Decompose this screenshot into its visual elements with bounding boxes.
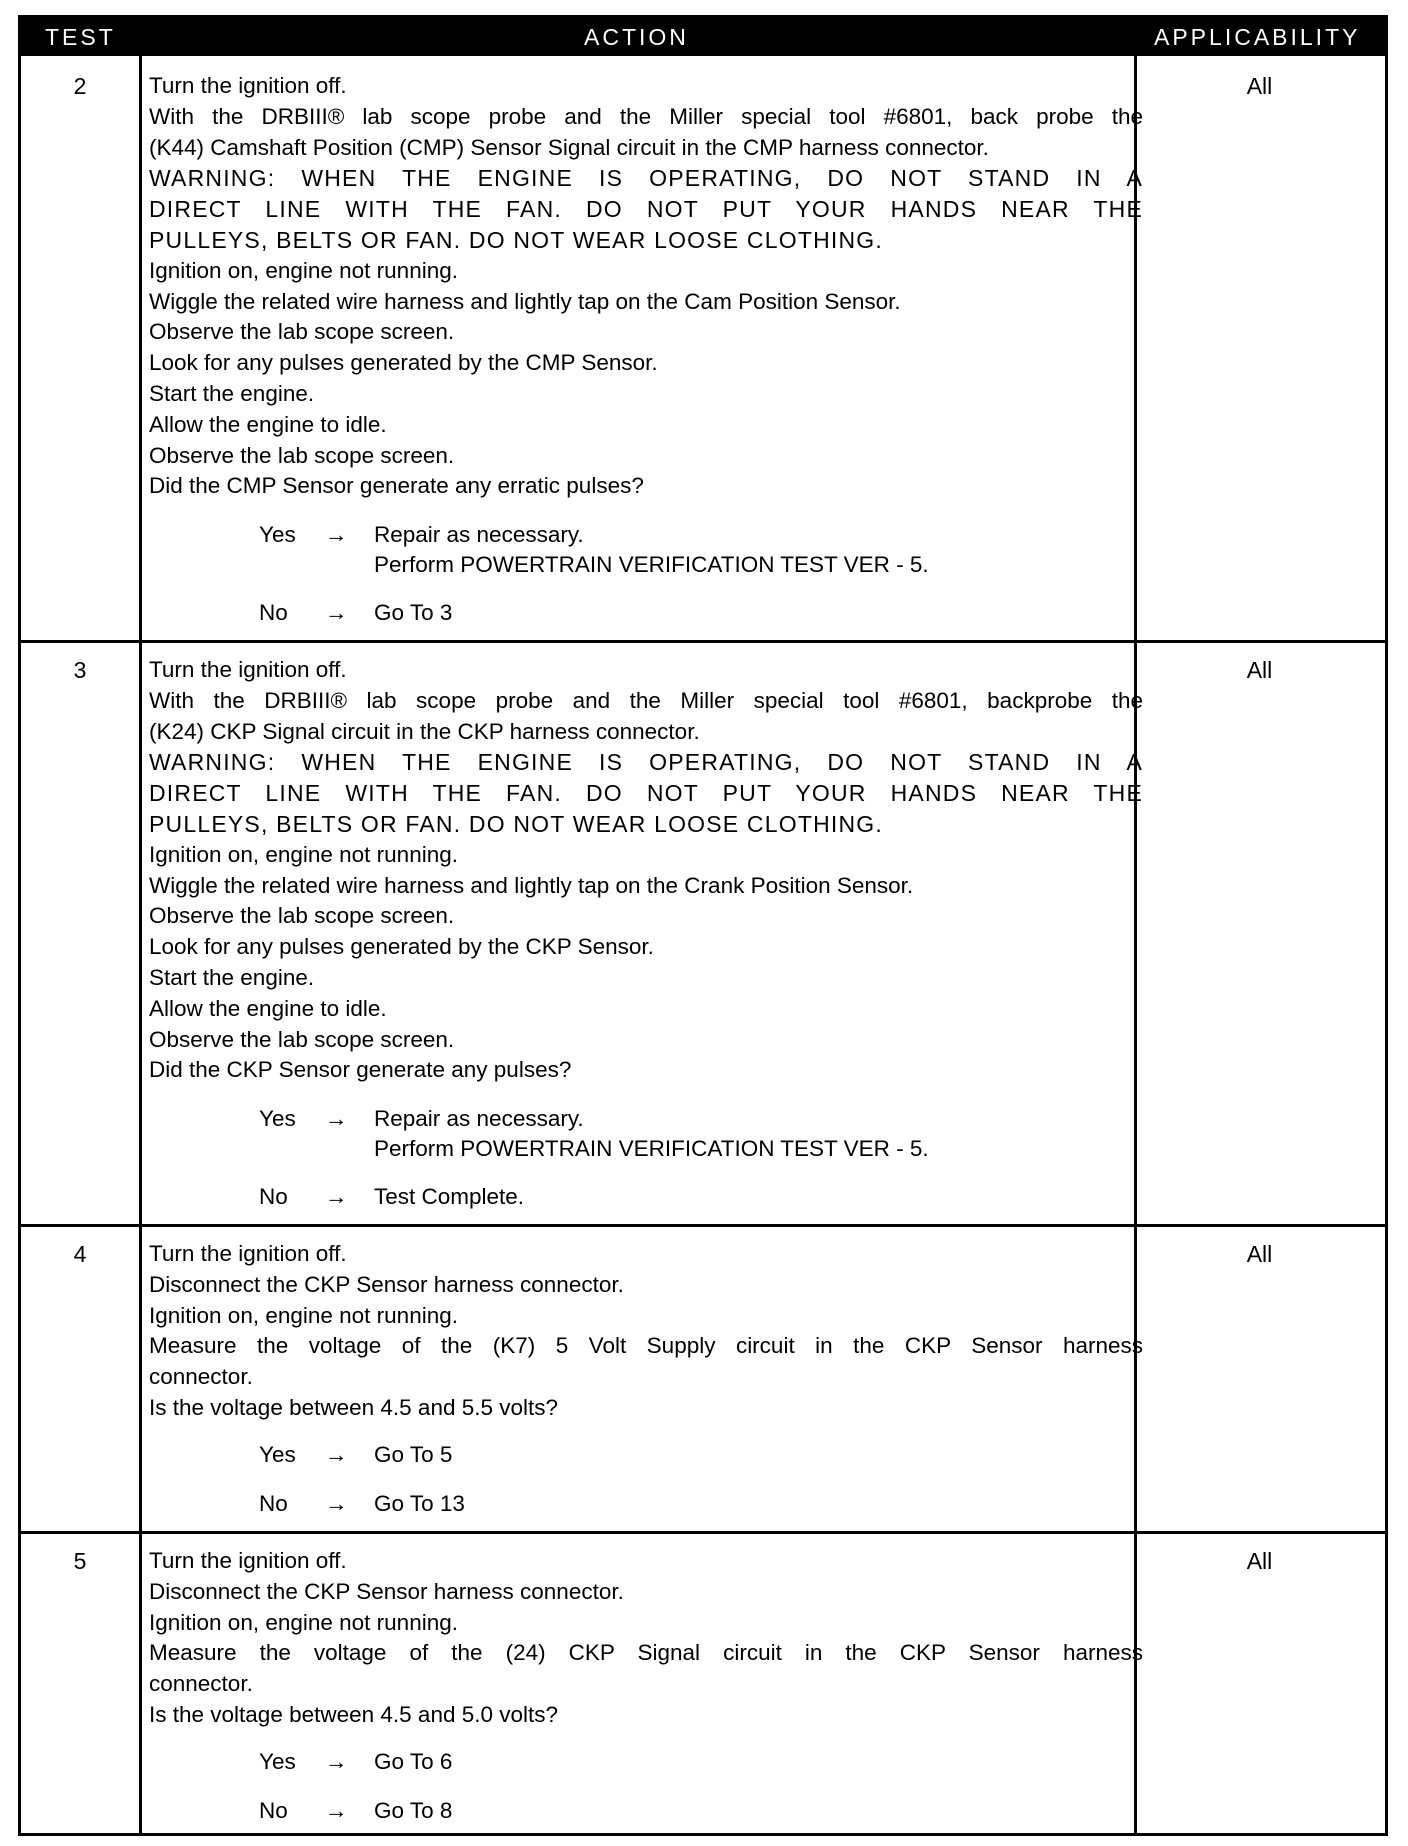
header-applicability: APPLICABILITY [1154, 24, 1361, 50]
diagnostic-table [18, 15, 1388, 1836]
right-arrow-icon: → [325, 1184, 348, 1209]
applicability-value: All [1246, 73, 1273, 99]
yes-result: Go To 6 [374, 1749, 453, 1774]
action-line: Observe the lab scope screen. [149, 442, 455, 468]
yes-label: Yes [259, 1442, 296, 1467]
action-line: Observe the lab scope screen. [149, 903, 455, 929]
no-label: No [259, 1184, 288, 1209]
right-arrow-icon: → [325, 1798, 348, 1823]
test-number: 5 [73, 1548, 87, 1574]
no-result: Go To 8 [374, 1798, 453, 1823]
applicability-value: All [1246, 1241, 1273, 1267]
action-line: Ignition on, engine not running. [149, 1302, 458, 1328]
action-line: Look for any pulses generated by the CMP Sensor. [149, 350, 658, 376]
action-line: Look for any pulses generated by the CKP Sensor. [149, 934, 654, 960]
warning-line: DIRECT LINE WITH THE FAN. DO NOT PUT YOUR HANDS NEAR THE [149, 780, 1143, 807]
action-line: connector. [149, 1671, 253, 1697]
no-result: Go To 3 [374, 600, 453, 625]
action-line: Start the engine. [149, 380, 315, 406]
no-label: No [259, 600, 288, 625]
applicability-value: All [1246, 657, 1273, 683]
right-arrow-icon: → [325, 1491, 348, 1516]
action-steps [149, 1239, 1143, 1424]
action-line: Disconnect the CKP Sensor harness connector. [149, 1271, 624, 1297]
action-line: Ignition on, engine not running. [149, 1609, 458, 1635]
action-line: Allow the engine to idle. [149, 411, 387, 437]
action-steps [149, 71, 1143, 502]
action-steps [149, 655, 1143, 1086]
action-line: Is the voltage between 4.5 and 5.5 volts? [149, 1394, 559, 1420]
test-number: 2 [73, 73, 87, 99]
yes-label: Yes [259, 522, 296, 547]
warning-line: PULLEYS, BELTS OR FAN. DO NOT WEAR LOOSE CLOTHING. [149, 810, 883, 837]
column-divider-test [139, 56, 142, 1836]
action-line: Observe the lab scope screen. [149, 1026, 455, 1052]
action-line: With the DRBIII® lab scope probe and the Miller special tool #6801, back probe the [149, 103, 1143, 129]
action-line: Is the voltage between 4.5 and 5.0 volts? [149, 1701, 559, 1727]
action-line: Did the CKP Sensor generate any pulses? [149, 1057, 572, 1083]
action-line: Turn the ignition off. [149, 73, 347, 98]
yes-label: Yes [259, 1749, 296, 1774]
test-number: 4 [73, 1241, 87, 1267]
no-result: Go To 13 [374, 1491, 465, 1516]
no-label: No [259, 1798, 288, 1823]
no-label: No [259, 1491, 288, 1516]
yes-result-detail: Perform POWERTRAIN VERIFICATION TEST VER - 5. [374, 552, 929, 577]
yes-result: Repair as necessary. [374, 522, 584, 547]
right-arrow-icon: → [325, 1749, 348, 1774]
row-divider [21, 640, 1385, 643]
yes-result: Go To 5 [374, 1442, 453, 1467]
action-line: Turn the ignition off. [149, 1548, 347, 1573]
action-line: (K44) Camshaft Position (CMP) Sensor Signal circuit in the CMP harness connector. [149, 134, 989, 160]
right-arrow-icon: → [325, 522, 348, 547]
right-arrow-icon: → [325, 1442, 348, 1467]
action-line: With the DRBIII® lab scope probe and the Miller special tool #6801, backprobe the [149, 687, 1143, 713]
yes-label: Yes [259, 1106, 296, 1131]
yes-result: Repair as necessary. [374, 1106, 584, 1131]
table-header [21, 18, 1385, 56]
action-line: Allow the engine to idle. [149, 995, 387, 1021]
action-line: Ignition on, engine not running. [149, 257, 458, 283]
row-divider [21, 1224, 1385, 1227]
right-arrow-icon: → [325, 1106, 348, 1131]
action-line: Start the engine. [149, 964, 315, 990]
action-line: Turn the ignition off. [149, 657, 347, 682]
action-line: Turn the ignition off. [149, 1241, 347, 1266]
header-test: TEST [45, 24, 116, 50]
action-line: Did the CMP Sensor generate any erratic pulses? [149, 473, 644, 499]
warning-line: PULLEYS, BELTS OR FAN. DO NOT WEAR LOOSE CLOTHING. [149, 226, 883, 253]
applicability-value: All [1246, 1548, 1273, 1574]
no-result: Test Complete. [374, 1184, 525, 1209]
warning-line: WARNING: WHEN THE ENGINE IS OPERATING, DO NOT STAND IN A [149, 749, 1143, 776]
action-steps [149, 1546, 1143, 1731]
action-line: Measure the voltage of the (24) CKP Signal circuit in the CKP Sensor harness [149, 1640, 1143, 1666]
warning-line: WARNING: WHEN THE ENGINE IS OPERATING, DO NOT STAND IN A [149, 165, 1143, 192]
action-line: Disconnect the CKP Sensor harness connector. [149, 1578, 624, 1604]
warning-line: DIRECT LINE WITH THE FAN. DO NOT PUT YOUR HANDS NEAR THE [149, 196, 1143, 223]
action-line: Ignition on, engine not running. [149, 841, 458, 867]
action-line: Wiggle the related wire harness and lightly tap on the Cam Position Sensor. [149, 288, 901, 314]
header-action: ACTION [584, 24, 689, 50]
row-divider [21, 1531, 1385, 1534]
right-arrow-icon: → [325, 600, 348, 625]
test-number: 3 [73, 657, 87, 683]
action-line: Observe the lab scope screen. [149, 319, 455, 345]
action-line: Wiggle the related wire harness and lightly tap on the Crank Position Sensor. [149, 872, 914, 898]
action-line: Measure the voltage of the (K7) 5 Volt Supply circuit in the CKP Sensor harness [149, 1333, 1143, 1359]
action-line: connector. [149, 1364, 253, 1390]
action-line: (K24) CKP Signal circuit in the CKP harness connector. [149, 718, 700, 744]
yes-result-detail: Perform POWERTRAIN VERIFICATION TEST VER - 5. [374, 1136, 929, 1161]
